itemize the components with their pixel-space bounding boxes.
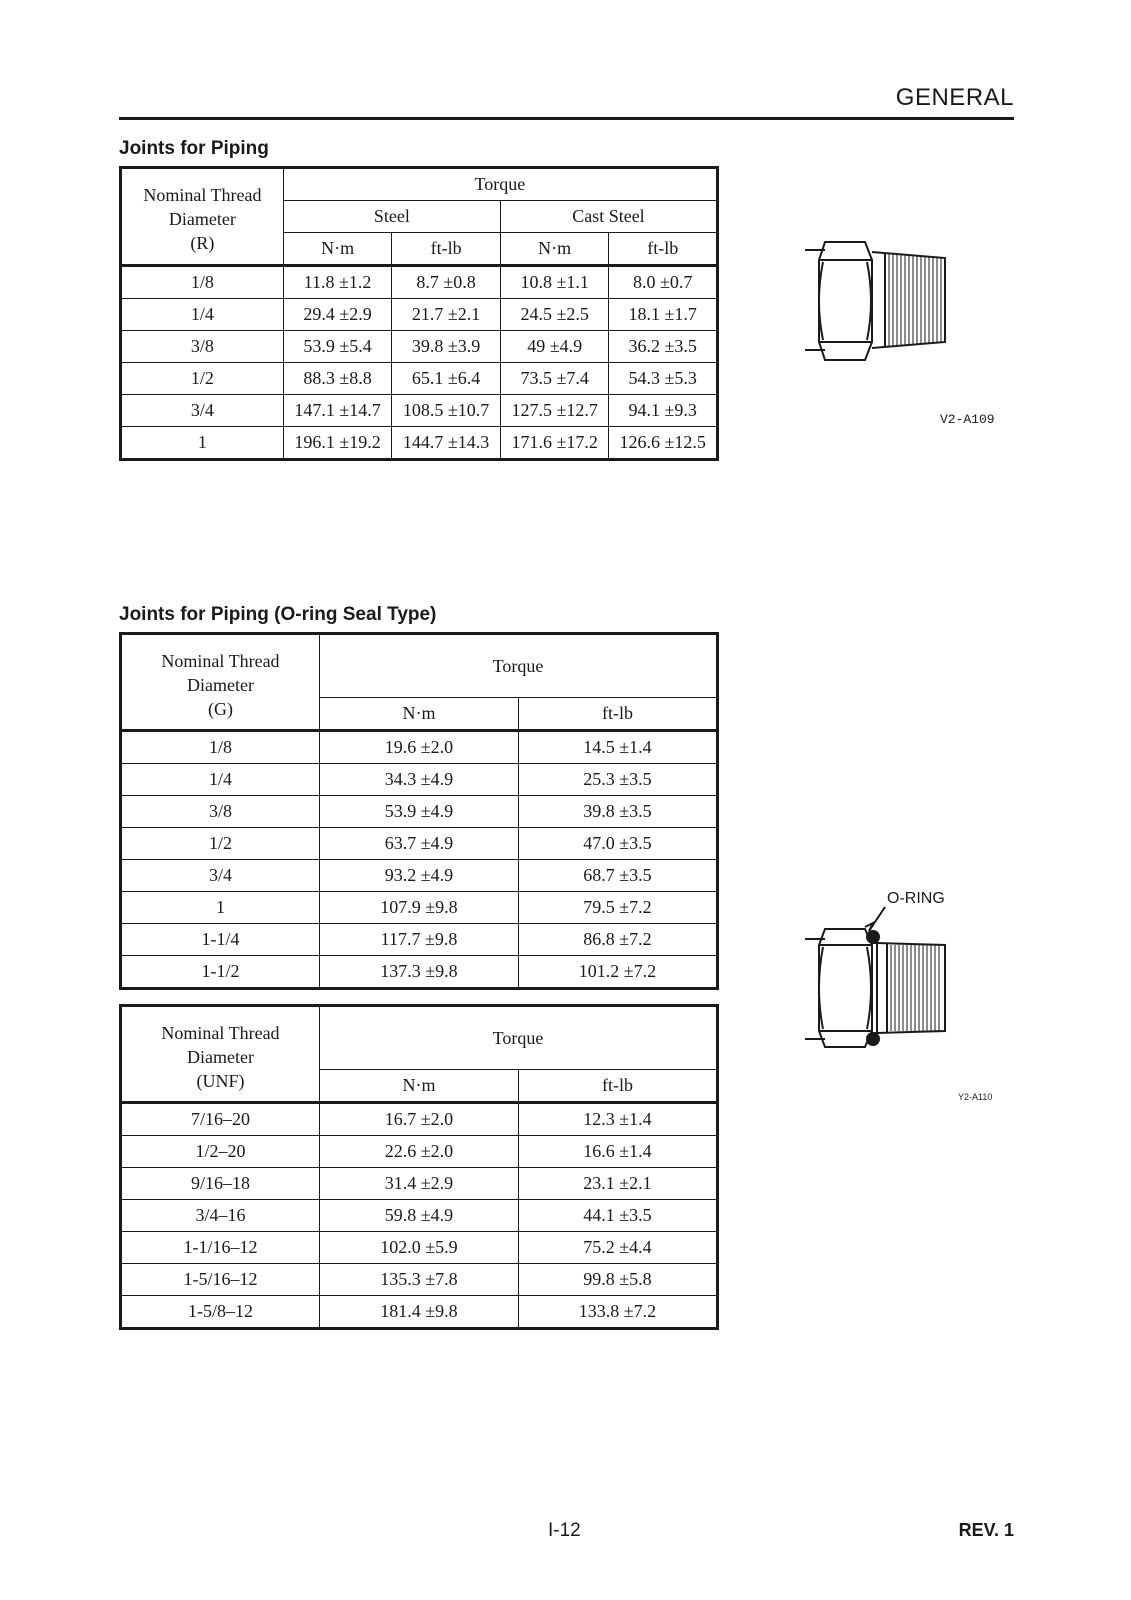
torque-value-cell: 29.4 ±2.9 bbox=[283, 299, 392, 331]
torque-value-cell: 11.8 ±1.2 bbox=[283, 266, 392, 299]
torque-value-cell: 171.6 ±17.2 bbox=[500, 427, 609, 460]
torque-value-cell: 88.3 ±8.8 bbox=[283, 363, 392, 395]
thread-size-cell: 7/16–20 bbox=[121, 1103, 320, 1136]
oring-plug-figure bbox=[805, 905, 995, 1065]
torque-value-cell: 102.0 ±5.9 bbox=[320, 1232, 519, 1264]
table-row bbox=[121, 731, 718, 764]
section-title-joints-for-piping: Joints for Piping bbox=[119, 138, 269, 159]
thread-size-cell: 1-1/2 bbox=[121, 956, 320, 989]
torque-value-cell: 14.5 ±1.4 bbox=[519, 731, 718, 764]
thread-size-cell: 1-5/16–12 bbox=[121, 1264, 320, 1296]
thread-size-cell: 3/4 bbox=[121, 395, 284, 427]
torque-value-cell: 86.8 ±7.2 bbox=[519, 924, 718, 956]
torque-value-cell: 8.0 ±0.7 bbox=[609, 266, 718, 299]
torque-value-cell: 73.5 ±7.4 bbox=[500, 363, 609, 395]
thread-size-cell: 1 bbox=[121, 427, 284, 460]
torque-value-cell: 36.2 ±3.5 bbox=[609, 331, 718, 363]
torque-value-cell: 144.7 ±14.3 bbox=[392, 427, 501, 460]
table-row bbox=[121, 1136, 718, 1168]
torque-value-cell: 147.1 ±14.7 bbox=[283, 395, 392, 427]
torque-header: Torque bbox=[320, 1006, 718, 1070]
torque-value-cell: 107.9 ±9.8 bbox=[320, 892, 519, 924]
torque-value-cell: 8.7 ±0.8 bbox=[392, 266, 501, 299]
torque-value-cell: 117.7 ±9.8 bbox=[320, 924, 519, 956]
table-row bbox=[121, 266, 718, 299]
thread-size-cell: 1/2 bbox=[121, 363, 284, 395]
torque-table-g bbox=[119, 632, 719, 990]
cast-steel-header: Cast Steel bbox=[500, 201, 717, 233]
torque-value-cell: 196.1 ±19.2 bbox=[283, 427, 392, 460]
table-row bbox=[121, 924, 718, 956]
torque-value-cell: 137.3 ±9.8 bbox=[320, 956, 519, 989]
unit-ftlb: ft-lb bbox=[609, 233, 718, 266]
thread-size-cell: 1/8 bbox=[121, 731, 320, 764]
torque-value-cell: 47.0 ±3.5 bbox=[519, 828, 718, 860]
table-row bbox=[121, 1200, 718, 1232]
figure-code-v2-a109: V2-A109 bbox=[940, 412, 995, 427]
torque-value-cell: 10.8 ±1.1 bbox=[500, 266, 609, 299]
table-row bbox=[121, 828, 718, 860]
unit-nm: N·m bbox=[320, 698, 519, 731]
torque-value-cell: 25.3 ±3.5 bbox=[519, 764, 718, 796]
table-row bbox=[121, 331, 718, 363]
figure-code-y2-a110: Y2-A110 bbox=[958, 1092, 993, 1102]
nominal-thread-diameter-header: Nominal Thread Diameter (G) bbox=[121, 634, 320, 731]
thread-size-cell: 1-1/4 bbox=[121, 924, 320, 956]
thread-size-cell: 1/8 bbox=[121, 266, 284, 299]
unit-ftlb: ft-lb bbox=[392, 233, 501, 266]
nominal-thread-diameter-header: Nominal Thread Diameter (UNF) bbox=[121, 1006, 320, 1103]
table-row bbox=[121, 1264, 718, 1296]
torque-value-cell: 34.3 ±4.9 bbox=[320, 764, 519, 796]
torque-value-cell: 21.7 ±2.1 bbox=[392, 299, 501, 331]
torque-value-cell: 24.5 ±2.5 bbox=[500, 299, 609, 331]
torque-value-cell: 101.2 ±7.2 bbox=[519, 956, 718, 989]
torque-value-cell: 12.3 ±1.4 bbox=[519, 1103, 718, 1136]
thread-size-cell: 1-5/8–12 bbox=[121, 1296, 320, 1329]
torque-value-cell: 49 ±4.9 bbox=[500, 331, 609, 363]
thread-size-cell: 1/2–20 bbox=[121, 1136, 320, 1168]
thread-size-cell: 1/2 bbox=[121, 828, 320, 860]
torque-value-cell: 19.6 ±2.0 bbox=[320, 731, 519, 764]
torque-value-cell: 18.1 ±1.7 bbox=[609, 299, 718, 331]
torque-header: Torque bbox=[283, 168, 717, 201]
thread-size-cell: 1-1/16–12 bbox=[121, 1232, 320, 1264]
steel-header: Steel bbox=[283, 201, 500, 233]
thread-size-cell: 3/4 bbox=[121, 860, 320, 892]
thread-size-cell: 1 bbox=[121, 892, 320, 924]
oring-label: O-RING bbox=[887, 890, 945, 907]
revision-label: REV. 1 bbox=[958, 1520, 1014, 1540]
torque-table-r bbox=[119, 166, 719, 461]
torque-value-cell: 68.7 ±3.5 bbox=[519, 860, 718, 892]
unit-ftlb: ft-lb bbox=[519, 698, 718, 731]
thread-size-cell: 3/8 bbox=[121, 331, 284, 363]
torque-value-cell: 44.1 ±3.5 bbox=[519, 1200, 718, 1232]
table-row bbox=[121, 956, 718, 989]
torque-value-cell: 93.2 ±4.9 bbox=[320, 860, 519, 892]
nominal-thread-diameter-header: Nominal Thread Diameter (R) bbox=[121, 168, 284, 266]
torque-value-cell: 59.8 ±4.9 bbox=[320, 1200, 519, 1232]
torque-value-cell: 54.3 ±5.3 bbox=[609, 363, 718, 395]
torque-value-cell: 133.8 ±7.2 bbox=[519, 1296, 718, 1329]
torque-value-cell: 79.5 ±7.2 bbox=[519, 892, 718, 924]
torque-value-cell: 75.2 ±4.4 bbox=[519, 1232, 718, 1264]
torque-value-cell: 22.6 ±2.0 bbox=[320, 1136, 519, 1168]
table-row bbox=[121, 796, 718, 828]
torque-value-cell: 99.8 ±5.8 bbox=[519, 1264, 718, 1296]
torque-value-cell: 135.3 ±7.8 bbox=[320, 1264, 519, 1296]
table-row bbox=[121, 860, 718, 892]
unit-ftlb: ft-lb bbox=[519, 1070, 718, 1103]
table-row bbox=[121, 1103, 718, 1136]
torque-value-cell: 53.9 ±5.4 bbox=[283, 331, 392, 363]
torque-value-cell: 16.6 ±1.4 bbox=[519, 1136, 718, 1168]
page-number: I-12 bbox=[548, 1520, 581, 1541]
torque-value-cell: 65.1 ±6.4 bbox=[392, 363, 501, 395]
section-title-oring-seal-type: Joints for Piping (O-ring Seal Type) bbox=[119, 604, 437, 625]
page-header bbox=[119, 84, 1014, 120]
table-row bbox=[121, 892, 718, 924]
hex-plug-figure bbox=[805, 238, 995, 378]
torque-value-cell: 63.7 ±4.9 bbox=[320, 828, 519, 860]
table-row bbox=[121, 299, 718, 331]
torque-value-cell: 108.5 ±10.7 bbox=[392, 395, 501, 427]
unit-nm: N·m bbox=[500, 233, 609, 266]
unit-nm: N·m bbox=[320, 1070, 519, 1103]
torque-value-cell: 39.8 ±3.9 bbox=[392, 331, 501, 363]
table-row bbox=[121, 427, 718, 460]
torque-value-cell: 181.4 ±9.8 bbox=[320, 1296, 519, 1329]
torque-table-unf bbox=[119, 1004, 719, 1330]
thread-size-cell: 9/16–18 bbox=[121, 1168, 320, 1200]
thread-size-cell: 3/8 bbox=[121, 796, 320, 828]
thread-size-cell: 1/4 bbox=[121, 764, 320, 796]
torque-value-cell: 16.7 ±2.0 bbox=[320, 1103, 519, 1136]
table-row bbox=[121, 363, 718, 395]
torque-value-cell: 31.4 ±2.9 bbox=[320, 1168, 519, 1200]
torque-value-cell: 53.9 ±4.9 bbox=[320, 796, 519, 828]
table-row bbox=[121, 395, 718, 427]
torque-value-cell: 94.1 ±9.3 bbox=[609, 395, 718, 427]
table-row bbox=[121, 1232, 718, 1264]
table-row bbox=[121, 764, 718, 796]
table-row bbox=[121, 1296, 718, 1329]
torque-value-cell: 23.1 ±2.1 bbox=[519, 1168, 718, 1200]
torque-value-cell: 126.6 ±12.5 bbox=[609, 427, 718, 460]
unit-nm: N·m bbox=[283, 233, 392, 266]
thread-size-cell: 3/4–16 bbox=[121, 1200, 320, 1232]
torque-value-cell: 127.5 ±12.7 bbox=[500, 395, 609, 427]
thread-size-cell: 1/4 bbox=[121, 299, 284, 331]
torque-value-cell: 39.8 ±3.5 bbox=[519, 796, 718, 828]
page-title: GENERAL bbox=[895, 84, 1014, 111]
torque-header: Torque bbox=[320, 634, 718, 698]
table-row bbox=[121, 1168, 718, 1200]
